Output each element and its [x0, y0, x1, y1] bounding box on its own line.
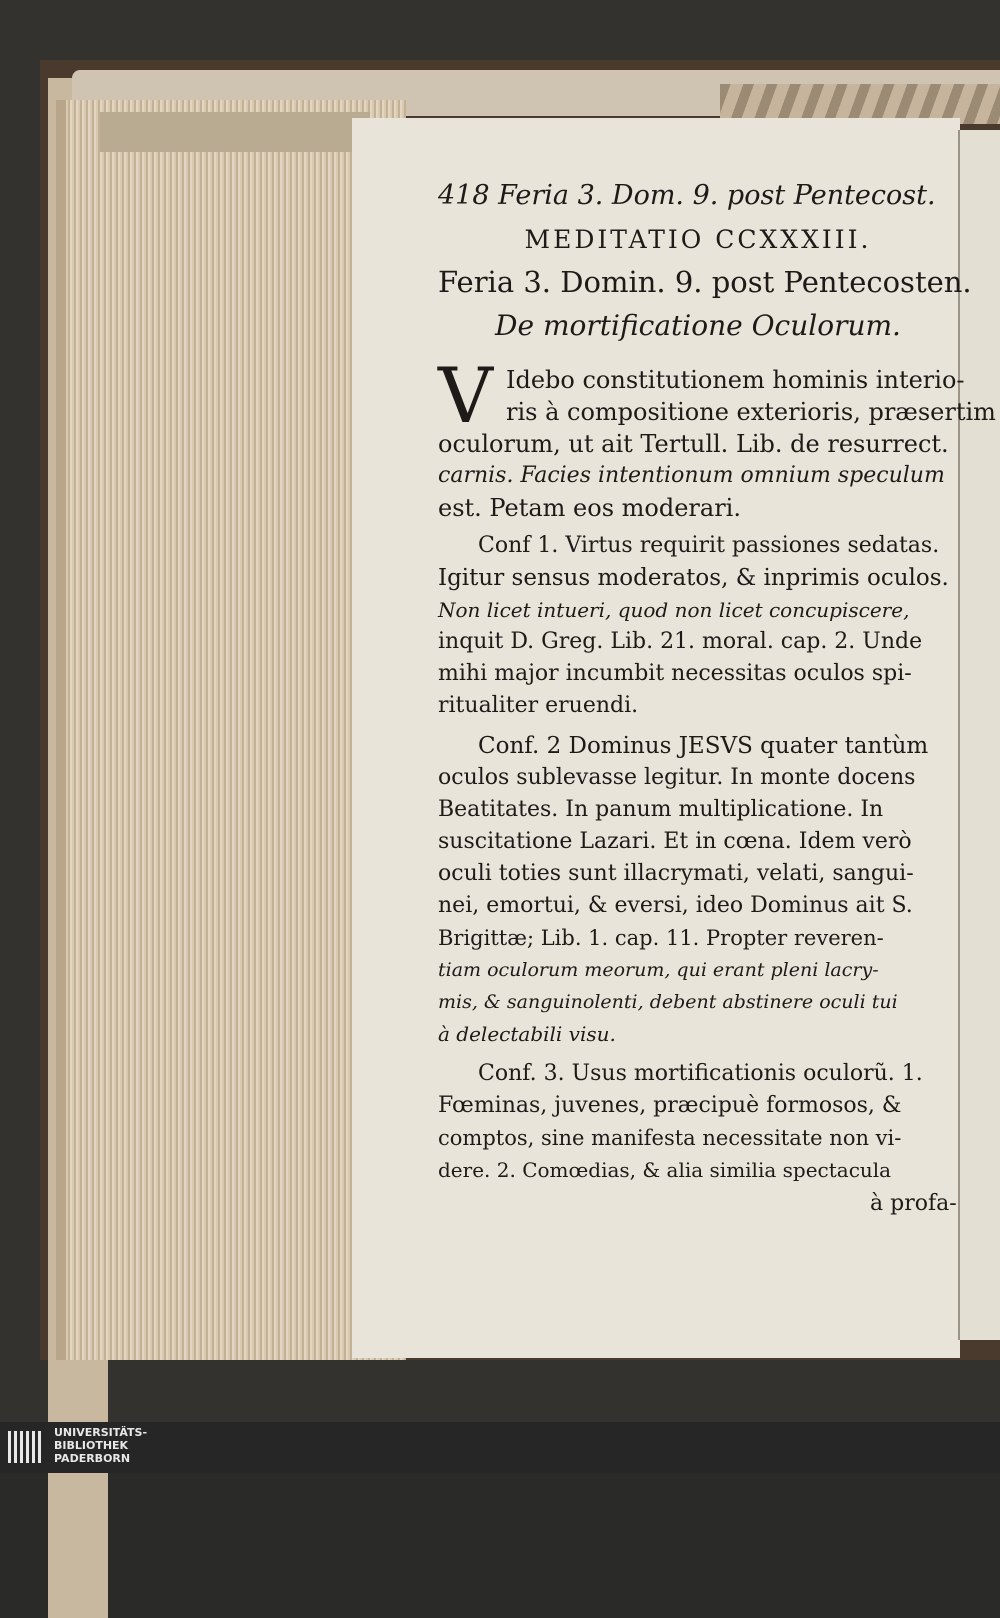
- text-line: Beatitates. In panum multiplicatione. In: [438, 797, 884, 822]
- library-footer: [0, 1422, 1000, 1473]
- text-line: Brigittæ; Lib. 1. cap. 11. Propter reveren-: [438, 926, 884, 950]
- library-name-line: PADERBORN: [54, 1452, 131, 1465]
- facing-page-edge: [958, 130, 1000, 1340]
- text-line: suscitatione Lazari. Et in cœna. Idem verò: [438, 829, 912, 854]
- text-line: oculorum, ut ait Tertull. Lib. de resurrect.: [438, 430, 949, 458]
- text-line: inquit D. Greg. Lib. 21. moral. cap. 2. Unde: [438, 629, 923, 654]
- text-line: mis, & sanguinolenti, debent abstinere oculi tui: [438, 991, 898, 1013]
- library-name-line: UNIVERSITÄTS-: [54, 1426, 148, 1439]
- text-line: Non licet intueri, quod non licet concupiscere,: [438, 598, 910, 622]
- university-library-logo-icon: [6, 1427, 46, 1467]
- text-line: Fœminas, juvenes, præcipuè formosos, &: [438, 1093, 902, 1118]
- running-header: 418 Feria 3. Dom. 9. post Pentecost.: [438, 180, 936, 211]
- page-title: Feria 3. Domin. 9. post Pentecosten.: [438, 265, 972, 299]
- library-name-line: BIBLIOTHEK: [54, 1439, 129, 1452]
- text-line: est. Petam eos moderari.: [438, 494, 741, 522]
- text-line: dere. 2. Comœdias, & alia similia spectacula: [438, 1158, 892, 1182]
- text-line: ris à compositione exterioris, præsertim: [506, 398, 996, 426]
- text-line: tiam oculorum meorum, qui erant pleni lacry-: [438, 959, 879, 981]
- text-line: Conf. 3. Usus mortificationis oculorũ. 1.: [478, 1061, 923, 1086]
- meditation-number: MEDITATIO CCXXXIII.: [524, 225, 872, 254]
- catchword: à profa-: [870, 1191, 957, 1216]
- page-block-top: [100, 112, 370, 152]
- library-name: [54, 1426, 147, 1465]
- text-line: oculos sublevasse legitur. In monte docens: [438, 765, 916, 790]
- text-line: oculi toties sunt illacrymati, velati, sangui-: [438, 861, 914, 886]
- text-line: à delectabili visu.: [438, 1022, 616, 1046]
- text-line: carnis. Facies intentionum omnium speculum: [438, 463, 945, 488]
- text-line: Conf 1. Virtus requirit passiones sedatas.: [478, 533, 940, 558]
- text-line: Idebo constitutionem hominis interio-: [506, 366, 965, 394]
- text-line: Igitur sensus moderatos, & inprimis oculos.: [438, 565, 949, 591]
- text-line: mihi major incumbit necessitas oculos spi-: [438, 661, 912, 686]
- text-line: ritualiter eruendi.: [438, 693, 639, 718]
- drop-capital: V: [438, 351, 493, 440]
- text-line: nei, emortui, & eversi, ideo Dominus ait S.: [438, 893, 913, 918]
- text-line: comptos, sine manifesta necessitate non vi-: [438, 1126, 902, 1150]
- page-subtitle: De mortificatione Oculorum.: [495, 309, 901, 342]
- text-line: Conf. 2 Dominus JESVS quater tantùm: [478, 733, 929, 759]
